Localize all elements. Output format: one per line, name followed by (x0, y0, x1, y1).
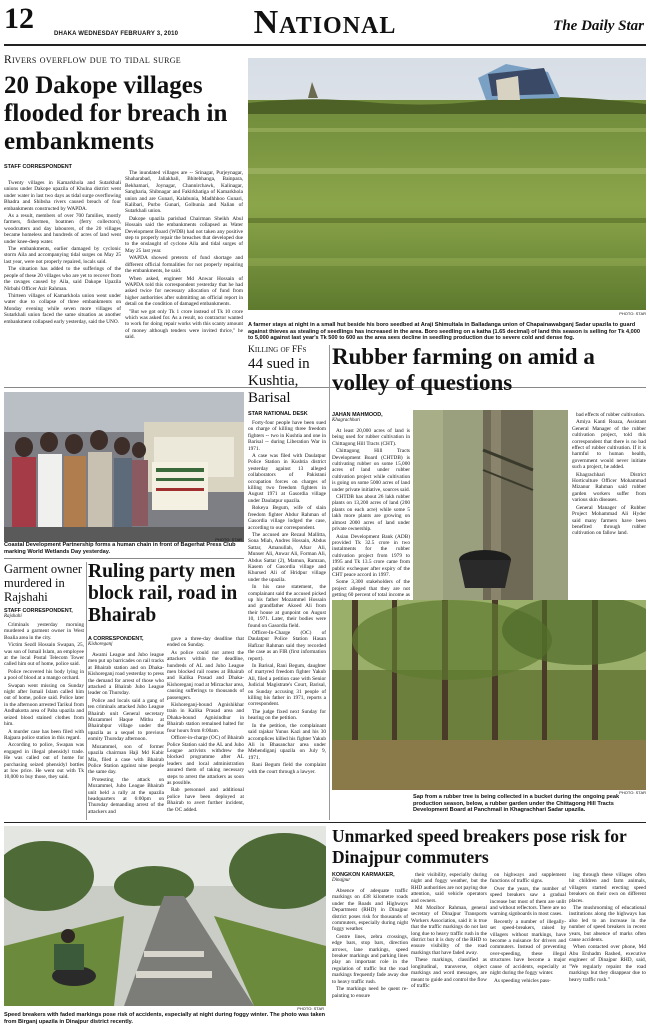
paragraph: Asian Development Bank (ADB) provided Tk 32.5 crore in two instalments for the rubber cultivation project from 1979 to 1995 and Tk 13.5 crore came from public exchequer after expiry of the CHT peace accord in 1997. (332, 533, 410, 578)
article-speed-breakers-col-2 (411, 872, 487, 1030)
article-dakope-col-1 (4, 180, 121, 384)
photo-credit: PHOTO: STAR (619, 311, 646, 316)
masthead (0, 0, 650, 50)
article-rubber-col-2 (572, 412, 646, 600)
column-rule (86, 562, 87, 820)
paragraph: Officer-in-charge (OC) of Bhairab Police Station said the AL and Jubo League activists withdrew the blocked programme after AL leaders and local administration assured them of taking necessary steps to arrest the attackers as soon as possible. (167, 735, 244, 786)
paragraph: Some 3,300 stakeholders of the project alleged that they are not getting 60 percent of total income as (332, 579, 410, 599)
paragraph: Awami League and Jubo league men put up barricades on rail tracks at Bhairab station and on Dhaka-Kishoreganj road yesterday to press the demand for arrest of those who attacked a Bhairab Jubo League leader on Thursday. (88, 652, 164, 697)
paragraph: Rokeya Begum, wife of slain freedom fighter Abdur Rahman of Gasordia village lodged the case, according to our correspondent. (248, 505, 326, 531)
article-headline: 44 sued in Kushtia, Barisal (248, 356, 310, 406)
paragraph: Recently a number of illegally-set speed-breakers, raised by villagers without markings, have become a nuisance for drivers and commuters. Instead of preventing over-speeding, these illegal structures have become a major cause of accidents, especially at night during the foggy winter. (490, 918, 566, 977)
paragraph: As speeding vehicles pass- (494, 977, 551, 984)
paragraph: bad effects of rubber cultivation. (576, 412, 646, 418)
paragraph: The accused are Rezaul Mallitta, Sona Miah, Andres Hossain, Abdus Sattar, Amanullah, Afsar Ali, Munser Ali, Anwar Ali, Forman Ali, Abdus Sattar (2), Mamun, Ramzan, Kasem of Gasordia village and Khursed Ali of Hridpur village under the upazila. (248, 531, 326, 583)
paragraph: As police could not arrest the attackers within the deadline, hundreds of AL and Jubo League men blocked rail routes at Bhairab and Kalika Prasad and Dhaka-Kishoreganj road at Mirzachar area, causing sufferings to thousands of passengers. (167, 649, 244, 701)
article-garment (4, 562, 84, 621)
photo-human-chain (4, 392, 244, 542)
paragraph: When asked, engineer Md Anwar Hossain of WAPDA told this correspondent yesterday that he had asked twice for necessary allocation of fund from higher authorities after submitting an official report in detail on the condition of damaged embankments. (125, 275, 243, 308)
article-ruling-party-headline: Ruling party men block rail, road in Bhairab (88, 561, 238, 626)
paragraph: Absence of adequate traffic markings on 438 kilometre roads under the Roads and Highways Department (RHD) in Dinajpur district poses risk for thousands of commuters, especially during night foggy weather. (332, 888, 408, 933)
paragraph: Forty-four people have been sued on charge of killing three freedom fighters -- two in Kushtia and one in Barisal -- during Liberation War in 1971. (248, 420, 326, 452)
paragraph: Kishoreganj-bound Agnishikhar train in Kalika Prasad area and Dhaka-bound Agnisindhur in Bhairab station remained halted for four hours from 8:00am. (167, 702, 244, 734)
page-number: 12 (4, 2, 34, 35)
paragraph: As a result, members of over 700 families, mostly farmers, fishermen, boatmen (ferry collectors), woodcutters and day labourers, of the 20 villages became homeless and hundreds of acres of land went under knee-deep water. (4, 213, 121, 245)
paragraph: Md Mozibor Rahman, general secretary of Dinajpur Transports Workers Association, said it is true that the traffic markings do not last long due to heavy traffic rush in the district but it is duty of the RHD to ensure visibility of the road markings that have faded away. (411, 905, 487, 956)
paragraph: The embankments, earlier damaged by cyclonic storm Aila and accompanying tidal surges on May 25 last year, were not properly repaired, locals said. (4, 246, 121, 265)
paragraph: The inundated villages are -- Srinagar, Purjeynagar, Shaharabad, Jaliakhali, Bhitebhanga, Bainpara, Bekhamari, Joynagar, Channirchawk, Kalinagar, Sangharia, Shibnagar and Fakirkhatiga of Kamarkhola union and are Gunari, Kalabunia, Madhhhoo Gunari, Kalibari, Purbo Gunari, Golbunia and Nalian of Sutarkhali union. (125, 170, 243, 215)
article-byline: STAFF CORRESPONDENT (4, 164, 72, 170)
paragraph: Officer-In-Charge (OC) of Daulatpur Police Station Hasan Hafizur Rahman said they recorded the case as an FIR (first information report). (248, 630, 326, 662)
article-dateline: Dinajpur (332, 878, 351, 883)
paper-name: The Daily Star (553, 18, 644, 34)
photo-human-chain-caption: Coastal Development Partnership forms a human chain in front of Bagerhat Press Club marking World Wetlands Day yesterday. (4, 542, 236, 555)
paragraph: ing through these villages often hit children and farm animals, villagers started erecting speed breakers on their own on different places. (569, 872, 646, 904)
photo-rubber-sap (413, 410, 568, 600)
photo-speed-breakers-image (4, 826, 326, 1006)
paragraph: Khagrachhari District Horticulture Officer Mohammad Mizanur Rahman said rubber garden workers suffer from various skin diseases. (572, 471, 646, 504)
paragraph: The judge fixed next Sunday for hearing on the petition. (248, 708, 326, 722)
paragraph: Thirteen villages of Kamarkhola union went under water due to collapse of three embankments on Monday evening while seven more villages of Sutarkhali union faced the same situation as another embankment collapsed early yesterday, said the UNO. (4, 292, 121, 325)
article-rubber-headline: Rubber farming on amid a volley of questions (332, 344, 595, 395)
paragraph: According to police, Swapan was engaged in illegal phensidyl trade. He was called out of home for purchasing seized phensidyl bottles at low price. He went out with Tk 10,000 to buy those, they said. (4, 742, 84, 781)
paragraph: These markings, classified as longitudinal, transverse, object markings and word messages, are meant to guide and control the flow of traffic (411, 957, 487, 989)
article-byline: A CORRESPONDENT, (88, 636, 144, 642)
paragraph: gave a three-day deadline that ended on Sunday. (167, 636, 244, 649)
paragraph: Chittagong Hill Tracts Development Board (CHTDB) is cultivating rubber on some 15,000 acres of land under rubber cultivation project while cultivation is going on some 5000 acres of land under private initiative, sources said. (332, 448, 410, 493)
paragraph: General Manager of Rubber Project Mohammad Ali Hyder said many farmers have been benefited through rubber cultivation on fallow land. (572, 504, 646, 537)
paragraph: "But we got only Tk 1 crore instead of Tk 10 crore which was asked for. As a result, no contractor wanted to work for doing repair works with this scanty amount of money although tenders were invited thrice," he said. (125, 308, 243, 341)
article-kicker: Killing of FFs (248, 345, 307, 355)
paragraph: Police recovered his body lying in a pool of blood at a mango orchard. (4, 668, 84, 682)
paragraph: A murder case has been filed with Rajpara police station in this regard. (4, 728, 84, 741)
article-kicker: Rivers overflow due to tidal surge (4, 54, 181, 66)
divider (4, 822, 646, 823)
section-title: National (253, 4, 397, 41)
article-speed-breakers-col-4 (569, 872, 646, 1030)
paragraph: Rab personnel and additional police have been deployed at Bhairab to avert further incident, the OC added. (167, 787, 244, 813)
article-dateline: Rajshahi (4, 614, 22, 619)
photo-rubber-caption: Sap from a rubber tree is being collected in a bucket during the ongoing peak production season, below, a rubber garden under the Chittagong Hill Tracts Development Board at Panchmail in Khagrachhari Sadar upazila. (413, 794, 620, 814)
article-speed-breakers-col-3 (490, 872, 566, 1030)
article-ruling-party-col-2 (167, 636, 244, 820)
photo-rubber-sap-image (413, 410, 568, 600)
paragraph: When contacted over phone, Md Abu Ershadm Rashed, executive engineer of Dinajpur RHD, said, "We regularly repaint the road markings but they disappear due to heavy traffic rush." (569, 944, 646, 983)
paragraph: A case was filed with Daulatpur Police Station in Kushtia district yesterday against 13 alleged collaborators of Pakistani occupation forces on charges of killing two freedom fighters in August 1971 at Gasordia village under Daulatpur upazila. (248, 453, 326, 504)
article-byline: KONGKON KARMAKER, (332, 872, 395, 878)
paragraph: their visibility, especially during night and foggy weather, but the RHD authorities are not paying due attention, said vehicle operators and owners. (411, 872, 487, 904)
divider (4, 558, 244, 559)
paragraph: Police and locals said a gang of ten criminals attacked Jubo League Bhairab unit General secretary Mozammel Haque Mithu at Bhairabpur village under the upazila as a sequel to previous enmity Thursday afternoon. (88, 697, 164, 743)
article-byline: STAR NATIONAL DESK (248, 411, 308, 417)
article-dakope-col-2 (125, 170, 243, 384)
paragraph: Protesting the attack on Mozammel, Jubo League Bhairab unit held a rally at the upazila headquarters at 6:00pm on Thursday demanding arrest of the attackers and (88, 776, 164, 815)
article-killing-ffs-col (248, 420, 326, 820)
paragraph: The mushrooming of educational institutions along the highways has also led to an increase in the number of speed breakers in recent years, but absence of marks often cause accidents. (569, 905, 646, 944)
paragraph: on highways and supplement functions of traffic signs. (490, 872, 566, 885)
article-byline: STAFF CORRESPONDENT, (4, 608, 73, 614)
photo-speed-breakers (4, 826, 326, 1006)
article-headline: Garment owner murdered in Rajshahi (4, 562, 83, 604)
photo-credit: PHOTO: STAR (215, 537, 242, 542)
paragraph: Dakope upazila parishad Chairman Sheikh Abul Hossain said the embankments collapsed as Water Development Board (WDB) had not taken any positive step to properly repair the breaches that developed due to the onslaught of cyclone Aila and tidal surges of May 25 last year. (125, 215, 243, 254)
article-speed-breakers-meta (332, 872, 408, 885)
paragraph: Over the years, the number of speed breakers saw a gradual increase but most of them are unlit and without reflectors. There are no warning signboards in most cases. (490, 885, 566, 918)
paragraph: Twenty villages in Kamarkhola and Sutarkhali unions under Dakope upazila of Khulna district went under water in last two days as tidal surge overflowing Bhadra and Shibsha rivers caused breach of four embankments constructed by WAPDA. (4, 180, 121, 212)
paper-info: DHAKA WEDNESDAY FEBRUARY 3, 2010 (54, 31, 179, 37)
photo-farmer-hut-caption: A farmer stays at night in a small hut beside his boro seedbed at Araji Shimultala in Balladanga union of Chapainawabganj Sadar upazila to guard against thieves as stealing of seedlings has increased in the area. Boro seedling on a katha (1.65 decimal) of land this season is selling for Tk 4,000 to 5,000 against last year's Tk 500 to 600 as the area sees decline in seedling production due to severe cold and dense fog. (248, 322, 641, 342)
photo-credit: PHOTO: STAR (297, 1006, 324, 1011)
paragraph: In Barisal, Rani Begum, daughter of martyred freedom fighter Yakub Ali, filed a petition case with Senior Judicial Magistrate's Court, Barisal, on Sunday accusing 31 people of killing his father in 1971, reports a correspondent. (248, 663, 326, 708)
paragraph: In his case statement, the complainant said the accused picked up his father Mozammel Hossain and grandfather Akoed Ali from their house at gunpoint on August 10, 1971. Later, their bodies were found on Gasordia field. (248, 584, 326, 629)
article-rubber-meta (332, 412, 410, 425)
article-headline: 20 Dakope villages flooded for breach in embankments (4, 72, 228, 155)
article-ruling-party-meta (88, 636, 164, 649)
paragraph: Mozammel, son of former upazila chairman Haji Md Kabir Mia, filed a case with Bhairab Police Station against nine people the same day. (88, 743, 164, 776)
paragraph: Amiya Kanti Roaza, Assistant General Manager of the rubber cultivation project, told this correspondent that there is no bad effect of rubber cultivation. If it is harmful to human health, government would never initiate such a project, he added. (572, 419, 646, 471)
paragraph: Swapan went missing on Sunday night after Ismail Islam called him out of home, police said. Police later in the afternoon arrested Tarikul from Andhakotta area of Paba upazila and seized blood stained clothes from him. (4, 682, 84, 728)
photo-rubber-garden-image (332, 600, 646, 790)
paragraph: Victim Sezdl Hossain Swapan, 25, was son of Ismail Islam, an employee at the local Postal Telecom Tower called him out of home, police said. (4, 642, 84, 668)
article-speed-breakers-headline: Unmarked speed breakers pose risk for Dinajpur commuters (332, 826, 627, 867)
paragraph: The markings need be quent re-painting to ensure (332, 986, 408, 999)
article-dateline: Kishoreganj (88, 642, 113, 647)
article-dateline: Khagrachhari (332, 418, 361, 423)
paragraph: WAPDA showed pretexts of fund shortage and different official formalities for not properly repairing the embankments, he said. (125, 255, 243, 275)
paragraph: CHTDB has about 26 lakh rubber plants on 13,200 acres of land (200 plants on each acre) while some 5 lakh more plants are growing on almost 2000 acres of land under private ownership. (332, 494, 410, 533)
article-ruling-party-col-1 (88, 652, 164, 820)
paragraph: Rani Begum field the complaint with the court through a lawyer. (248, 762, 326, 775)
photo-farmer-hut-image (248, 58, 646, 310)
paragraph: In the petition, the complainant said rajakar Yunus Kazi and his 30 accomplices killed his fighter Yakub Ali in Bhasanchar area under Mehendiganj upazila on July 9, 1971. (248, 722, 326, 761)
photo-farmer-hut (248, 58, 646, 310)
masthead-rule (4, 44, 646, 46)
paragraph: Centre lines, zebra crossings, edge bars, stop bars, direction arrows, lane markings, speed breaker markings and parking lines play an important role in the regulation of traffic but the road markings frequently fade away due to heavy traffic rush. (332, 933, 408, 985)
paragraph: Criminals yesterday morning murdered a garment owner in West Boalia area in the city. (4, 622, 84, 641)
article-speed-breakers-col-1 (332, 888, 408, 1030)
paragraph: At least 20,000 acres of land is being used for rubber cultivation in Chittagong Hill Tracts (CHT). (332, 428, 410, 447)
photo-speed-breakers-caption: Speed breakers with faded markings pose risk of accidents, especially at night during foggy winter. The photo was taken from Birganj upazila in Dinajpur district recently. (4, 1012, 326, 1025)
column-rule (329, 345, 330, 820)
photo-human-chain-image (4, 392, 244, 542)
paragraph: The situation has added to the sufferings of the people of these 20 villages who are yet to recover from the ravages caused by Aila, said Dakope Upazila Nirbahi Officer Azir Rahman. (4, 266, 121, 292)
photo-rubber-garden (332, 600, 646, 790)
photo-credit: PHOTO: STAR (619, 790, 646, 795)
article-killing-ffs (248, 345, 326, 417)
article-byline: JAHAN MAHMOOD, (332, 412, 383, 418)
article-garment-col (4, 622, 84, 820)
